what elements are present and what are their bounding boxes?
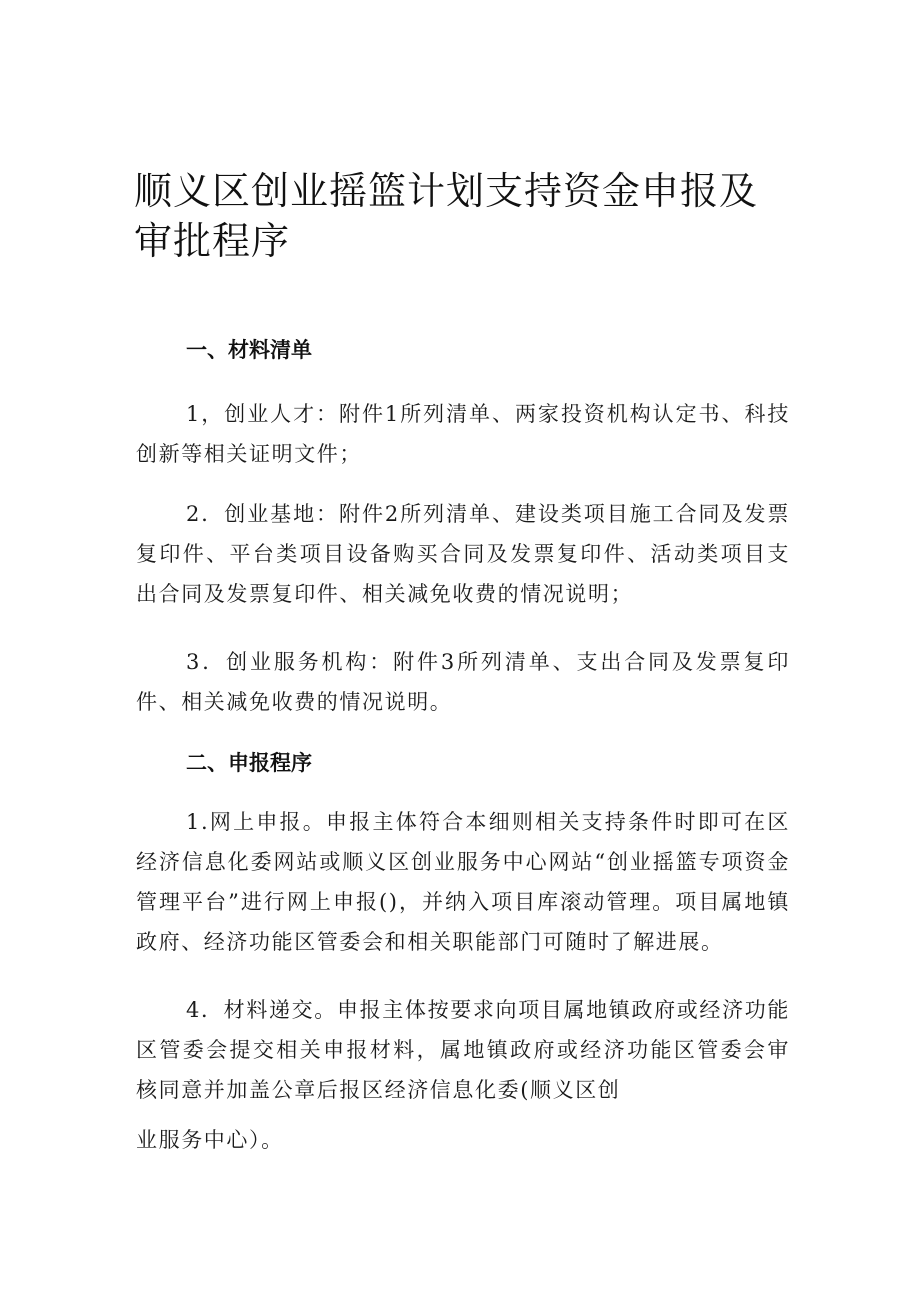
- paragraph-material-submission: 4．材料递交。申报主体按要求向项目属地镇政府或经济功能区管委会提交相关申报材料，属地镇政府或经济功能区管委会审核同意并加盖公章后报区经济信息化委(顺义区创: [136, 998, 790, 1102]
- section-heading-procedure: 二、申报程序: [186, 751, 312, 775]
- paragraph-entrepreneur-talent: 1，创业人才：附件1所列清单、两家投资机构认定书、科技创新等相关证明文件；: [136, 402, 790, 466]
- paragraph-entrepreneur-base: 2．创业基地：附件2所列清单、建设类项目施工合同及发票复印件、平台类项目设备购买合同及发票复印件、活动类项目支出合同及发票复印件、相关减免收费的情况说明；: [136, 502, 790, 606]
- document-title: 顺义区创业摇篮计划支持资金申报及审批程序: [134, 169, 759, 263]
- paragraph-material-submission-continued: 业服务中心）。: [136, 1128, 284, 1152]
- paragraph-service-agency: 3．创业服务机构：附件3所列清单、支出合同及发票复印件、相关减免收费的情况说明。: [136, 650, 790, 714]
- paragraph-online-application: 1.网上申报。申报主体符合本细则相关支持条件时即可在区经济信息化委网站或顺义区创业服务中心网站“创业摇篮专项资金管理平台”进行网上申报()，并纳入项目库滚动管理。项目属地镇政府、经济功能区管委会和相关职能部门可随时了解进展。: [136, 810, 790, 954]
- section-heading-materials: 一、材料清单: [186, 338, 312, 362]
